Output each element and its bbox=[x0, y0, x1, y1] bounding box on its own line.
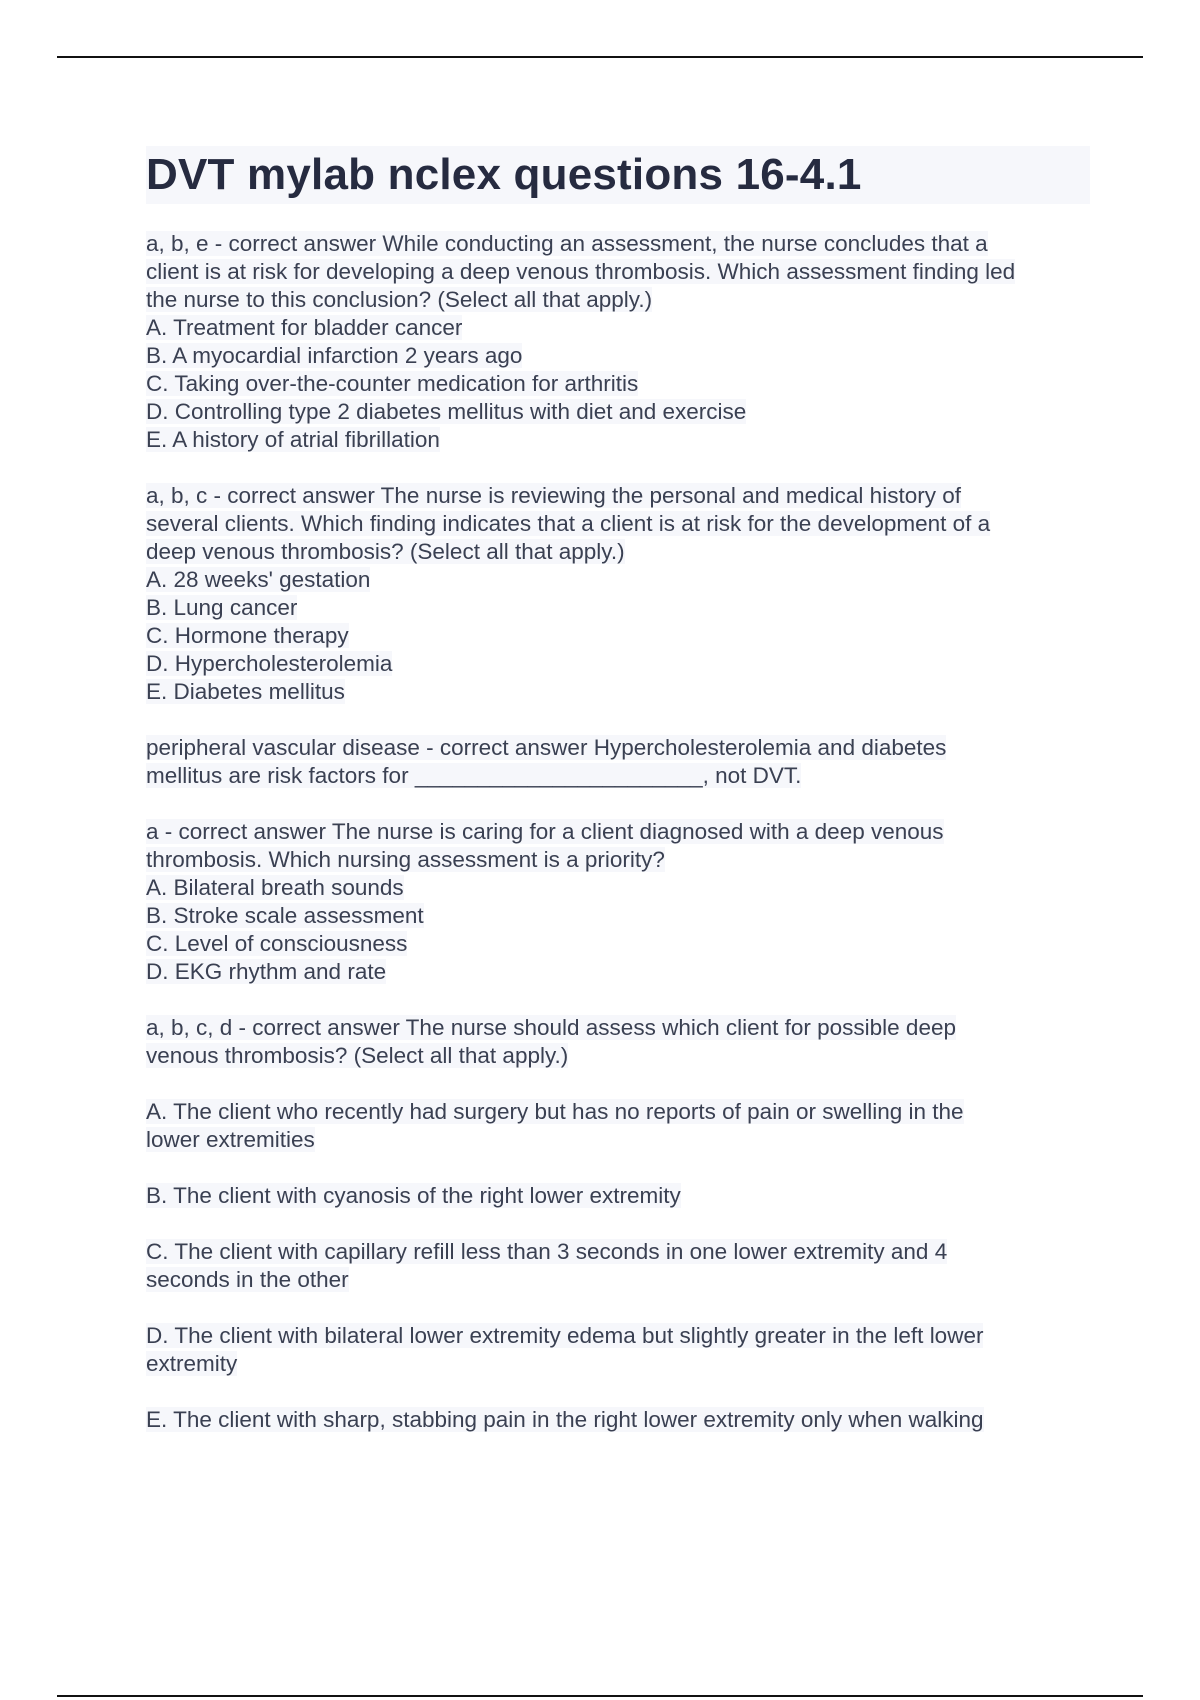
question-2-line: a, b, c - correct answer The nurse is reviewing the personal and medical history of bbox=[146, 483, 961, 508]
question-5-line: a, b, c, d - correct answer The nurse should assess which client for possible deep bbox=[146, 1015, 956, 1040]
question-4-line: a - correct answer The nurse is caring for a client diagnosed with a deep venous bbox=[146, 819, 944, 844]
question-4-option-c: C. Level of consciousness bbox=[146, 931, 408, 956]
document-body bbox=[146, 146, 1090, 1434]
question-5-option-d: D. The client with bilateral lower extremity edema but slightly greater in the left lower extremity bbox=[146, 1323, 984, 1376]
question-1-line: client is at risk for developing a deep venous thrombosis. Which assessment finding led bbox=[146, 259, 1016, 284]
bottom-rule bbox=[57, 1695, 1143, 1697]
question-2-line: several clients. Which finding indicates that a client is at risk for the development of a bbox=[146, 511, 991, 536]
question-5-option-b: B. The client with cyanosis of the right lower extremity bbox=[146, 1183, 681, 1208]
question-5-option-c: C. The client with capillary refill less than 3 seconds in one lower extremity and 4 seconds in the other bbox=[146, 1239, 948, 1292]
question-5 bbox=[146, 1014, 1090, 1070]
question-4 bbox=[146, 818, 1090, 986]
top-rule bbox=[57, 56, 1143, 58]
question-2-option-c: C. Hormone therapy bbox=[146, 623, 349, 648]
question-1-option-c: C. Taking over-the-counter medication for arthritis bbox=[146, 371, 639, 396]
question-4-option-b: B. Stroke scale assessment bbox=[146, 903, 424, 928]
question-4-option-d: D. EKG rhythm and rate bbox=[146, 959, 387, 984]
page-title: DVT mylab nclex questions 16-4.1 bbox=[146, 146, 1090, 204]
question-2-option-a: A. 28 weeks' gestation bbox=[146, 567, 371, 592]
question-3 bbox=[146, 734, 1090, 790]
question-3-line: mellitus are risk factors for _______________________, not DVT. bbox=[146, 763, 802, 788]
question-5-line: venous thrombosis? (Select all that apply.) bbox=[146, 1043, 569, 1068]
question-1 bbox=[146, 230, 1090, 454]
question-1-option-b: B. A myocardial infarction 2 years ago bbox=[146, 343, 523, 368]
question-1-option-e: E. A history of atrial fibrillation bbox=[146, 427, 440, 452]
question-5-option-e: E. The client with sharp, stabbing pain in the right lower extremity only when walking bbox=[146, 1407, 984, 1432]
question-2-line: deep venous thrombosis? (Select all that apply.) bbox=[146, 539, 625, 564]
question-2 bbox=[146, 482, 1090, 706]
question-4-option-a: A. Bilateral breath sounds bbox=[146, 875, 404, 900]
question-1-line: a, b, e - correct answer While conducting an assessment, the nurse concludes that a bbox=[146, 231, 988, 256]
question-5-option-a: A. The client who recently had surgery but has no reports of pain or swelling in the lower extremities bbox=[146, 1099, 964, 1152]
question-1-option-d: D. Controlling type 2 diabetes mellitus with diet and exercise bbox=[146, 399, 747, 424]
question-1-option-a: A. Treatment for bladder cancer bbox=[146, 315, 463, 340]
question-2-option-b: B. Lung cancer bbox=[146, 595, 298, 620]
question-2-option-d: D. Hypercholesterolemia bbox=[146, 651, 393, 676]
question-4-line: thrombosis. Which nursing assessment is a priority? bbox=[146, 847, 665, 872]
question-1-line: the nurse to this conclusion? (Select all that apply.) bbox=[146, 287, 653, 312]
question-3-line: peripheral vascular disease - correct answer Hypercholesterolemia and diabetes bbox=[146, 735, 947, 760]
question-2-option-e: E. Diabetes mellitus bbox=[146, 679, 345, 704]
